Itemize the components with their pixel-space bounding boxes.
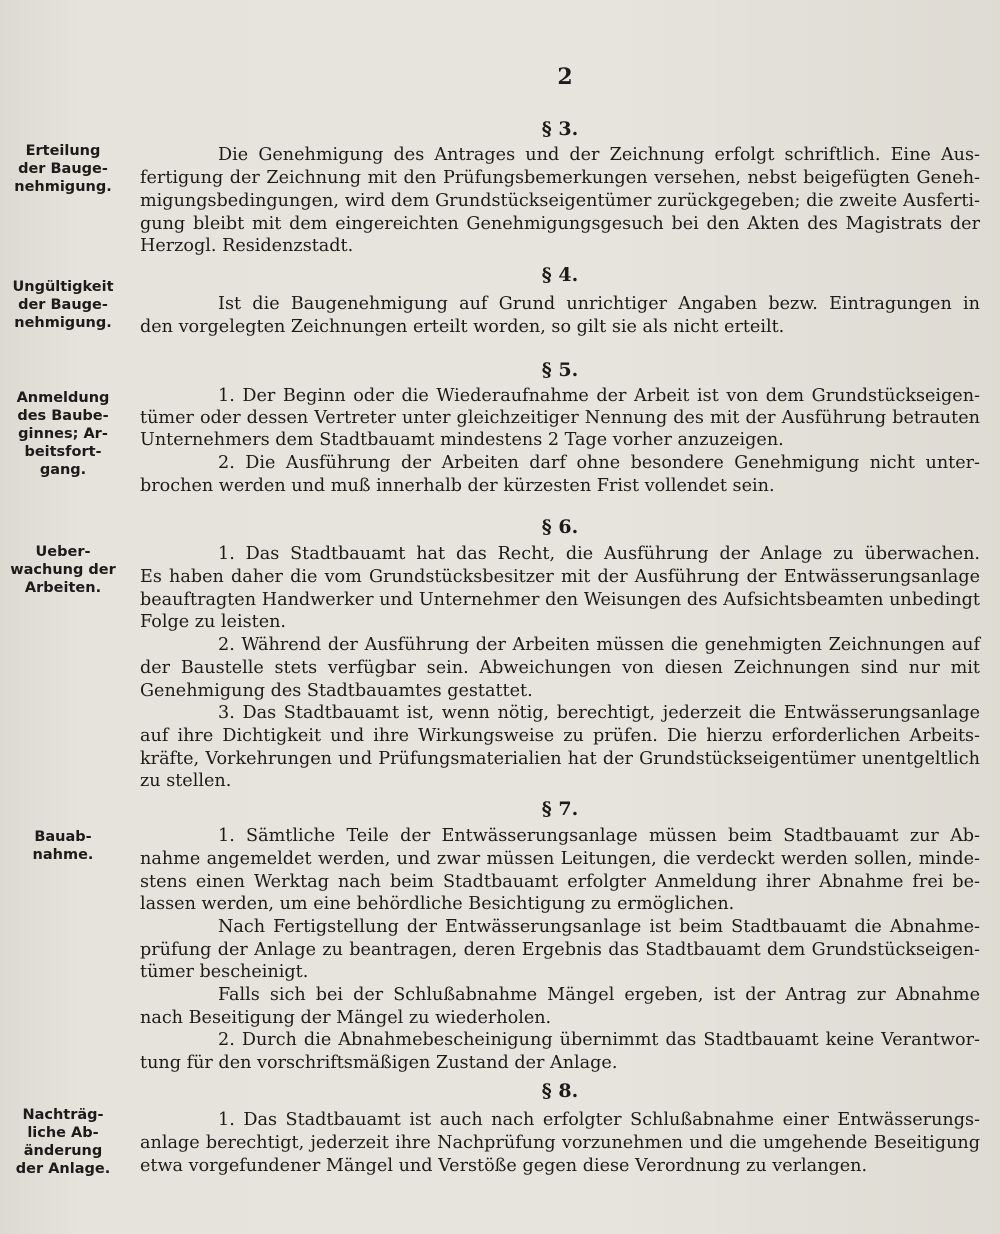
- section-heading: § 7.: [541, 798, 579, 820]
- margin-note-line: wachung der: [10, 562, 116, 578]
- paragraph-line: zu stellen.: [140, 771, 232, 791]
- paragraph-line: Nach Fertigstellung der Entwässerungsanlage ist beim Stadtbauamt die Abnahme-: [218, 917, 980, 937]
- paragraph-line: etwa vorgefundener Mängel und Verstöße gegen diese Verordnung zu verlangen.: [140, 1156, 868, 1176]
- paragraph-line: auf ihre Dichtigkeit und ihre Wirkungsweise zu prüfen. Die hierzu erforderlichen Arbeits-: [140, 726, 980, 746]
- paragraph-line: 2. Während der Ausführung der Arbeiten müssen die genehmigten Zeichnungen auf: [218, 635, 980, 655]
- paragraph-line: den vorgelegten Zeichnungen erteilt worden, so gilt sie als nicht erteilt.: [140, 317, 785, 337]
- paragraph-line: prüfung der Anlage zu beantragen, deren Ergebnis das Stadtbauamt dem Grundstückseigen-: [140, 940, 980, 960]
- paragraph-line: 2. Durch die Abnahmebescheinigung übernimmt das Stadtbauamt keine Verantwor-: [218, 1030, 980, 1050]
- margin-note-line: nehmigung.: [14, 315, 112, 331]
- margin-note-erteilung: [4, 142, 122, 196]
- paragraph-line: 1. Das Stadtbauamt ist auch nach erfolgter Schlußabnahme einer Entwässerungs-: [218, 1110, 980, 1130]
- paragraph-line: Herzogl. Residenzstadt.: [140, 236, 354, 256]
- margin-note-line: Nachträg-: [22, 1107, 104, 1123]
- paragraph-line: 1. Sämtliche Teile der Entwässerungsanlage müssen beim Stadtbauamt zur Ab-: [218, 826, 980, 846]
- paragraph-line: 1. Der Beginn oder die Wiederaufnahme der Arbeit ist von dem Grundstückseigen-: [218, 386, 980, 406]
- paragraph-line: tung für den vorschriftsmäßigen Zustand der Anlage.: [140, 1053, 618, 1073]
- margin-note-nachtraegliche: [4, 1106, 122, 1178]
- margin-note-bauabnahme: [4, 828, 122, 864]
- margin-note-line: gang.: [39, 462, 87, 478]
- margin-note-line: der Anlage.: [15, 1161, 111, 1177]
- margin-note-line: des Baube-: [17, 408, 109, 424]
- margin-note-ungueltigkeit: [4, 278, 122, 332]
- paragraph-line: Die Genehmigung des Antrages und der Zeichnung erfolgt schriftlich. Eine Aus-: [218, 145, 980, 165]
- margin-note-line: beitsfort-: [24, 444, 102, 460]
- margin-note-line: nehmigung.: [14, 179, 112, 195]
- margin-note-line: Ueber-: [35, 544, 91, 560]
- margin-note-ueberwachung: [4, 543, 122, 597]
- section-heading: § 5.: [541, 359, 579, 381]
- paragraph-line: kräfte, Vorkehrungen und Prüfungsmaterialien hat der Grundstückseigentümer unentgeltlich: [140, 749, 980, 769]
- paragraph-line: 1. Das Stadtbauamt hat das Recht, die Ausführung der Anlage zu überwachen.: [218, 544, 980, 564]
- margin-note-line: änderung: [23, 1143, 103, 1159]
- margin-note-line: Bauab-: [34, 829, 92, 845]
- margin-note-line: Arbeiten.: [24, 580, 102, 596]
- paragraph-line: 2. Die Ausführung der Arbeiten darf ohne besondere Genehmigung nicht unter-: [218, 453, 980, 473]
- paragraph-line: brochen werden und muß innerhalb der kürzesten Frist vollendet sein.: [140, 476, 775, 496]
- paragraph-line: 3. Das Stadtbauamt ist, wenn nötig, berechtigt, jederzeit die Entwässerungsanlage: [218, 703, 980, 723]
- paragraph-line: migungsbedingungen, wird dem Grundstückseigentümer zurückgegeben; die zweite Ausferti-: [140, 191, 980, 211]
- section-heading: § 4.: [541, 264, 579, 286]
- margin-note-line: Erteilung: [25, 143, 101, 159]
- section-heading: § 8.: [541, 1080, 579, 1102]
- margin-note-line: Anmeldung: [16, 390, 110, 406]
- paragraph-line: Folge zu leisten.: [140, 612, 287, 632]
- paragraph-line: der Baustelle stets verfügbar sein. Abweichungen von diesen Zeichnungen sind nur mit: [140, 658, 980, 678]
- paragraph-line: stens einen Werktag nach beim Stadtbauamt erfolgter Anmeldung ihrer Abnahme frei be-: [140, 872, 980, 892]
- section-heading: § 6.: [541, 516, 579, 538]
- paragraph-line: Genehmigung des Stadtbauamtes gestattet.: [140, 681, 533, 701]
- paragraph-line: fertigung der Zeichnung mit den Prüfungsbemerkungen versehen, nebst beigefügten Geneh-: [140, 168, 980, 188]
- margin-note-line: der Bauge-: [18, 297, 108, 313]
- margin-note-anmeldung: [4, 389, 122, 479]
- margin-note-line: ginnes; Ar-: [18, 426, 108, 442]
- margin-note-line: Ungültigkeit: [12, 279, 114, 295]
- paragraph-line: tümer oder dessen Vertreter unter gleichzeitiger Nennung des mit der Ausführung betrauten: [140, 408, 980, 428]
- paragraph-line: nahme angemeldet werden, und zwar müssen Leitungen, die verdeckt werden sollen, minde-: [140, 849, 980, 869]
- paragraph-line: Falls sich bei der Schlußabnahme Mängel ergeben, ist der Antrag zur Abnahme: [218, 985, 980, 1005]
- margin-note-line: liche Ab-: [27, 1125, 99, 1141]
- page-number: 2: [557, 64, 573, 90]
- paragraph-line: tümer bescheinigt.: [140, 962, 309, 982]
- paragraph-line: Es haben daher die vom Grundstücksbesitzer mit der Ausführung der Entwässerungsanlage: [140, 567, 980, 587]
- paragraph-line: lassen werden, um eine behördliche Besichtigung zu ermöglichen.: [140, 894, 735, 914]
- paragraph-line: beauftragten Handwerker und Unternehmer den Weisungen des Aufsichtsbeamten unbedingt: [140, 590, 980, 610]
- paragraph-line: anlage berechtigt, jederzeit ihre Nachprüfung vorzunehmen und die umgehende Beseitigung: [140, 1133, 980, 1153]
- margin-note-line: der Bauge-: [18, 161, 108, 177]
- section-heading: § 3.: [541, 118, 579, 140]
- margin-note-line: nahme.: [32, 847, 94, 863]
- paragraph-line: Ist die Baugenehmigung auf Grund unrichtiger Angaben bezw. Eintragungen in: [218, 294, 980, 314]
- paragraph-line: nach Beseitigung der Mängel zu wiederholen.: [140, 1008, 552, 1028]
- paragraph-line: Unternehmers dem Stadtbauamt mindestens 2 Tage vorher anzuzeigen.: [140, 430, 784, 450]
- paragraph-line: gung bleibt mit dem eingereichten Genehmigungsgesuch bei den Akten des Magistrats der: [140, 214, 980, 234]
